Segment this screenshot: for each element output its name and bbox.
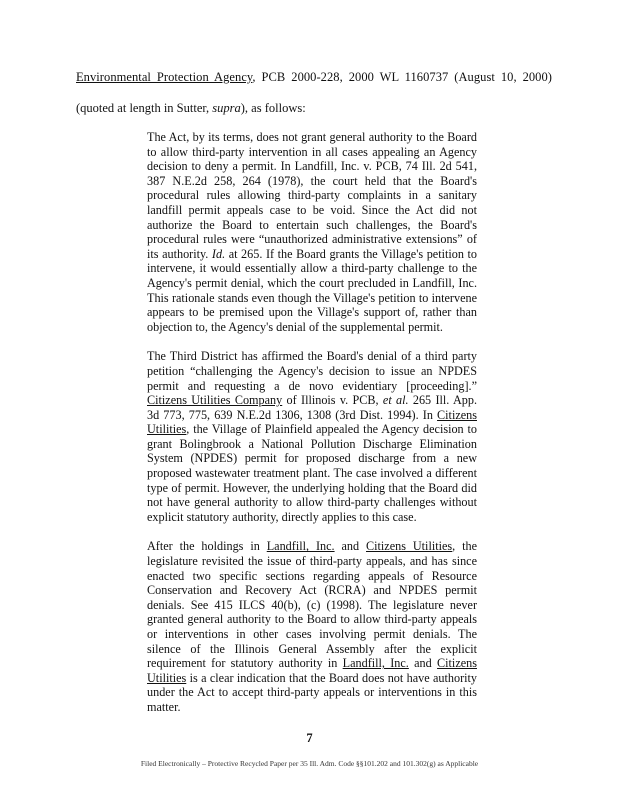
p1-text-2: at 265. If the Board grants the Village's petition to intervene, it would essentially allow a third-party challenge to the Agency's permit denial, which the court precluded in Landfill, Inc. This rationale stands even though the Village's petition to intervene appears to be premised upon the Village's support of, rather than objection to, the Agency's denial of the supplemental permit.: [147, 246, 477, 334]
p3-case-landfill-1: Landfill, Inc.: [266, 539, 335, 554]
quote-paragraph-1: [147, 130, 477, 334]
p2-text-2: of Illinois v. PCB,: [282, 393, 383, 408]
intro-suffix: ), as follows:: [240, 101, 306, 115]
p1-id-cite: Id.: [211, 246, 226, 261]
p2-text-3: 265 Ill. App. 3d 773, 775, 639 N.E.2d 1306, 1308 (3rd Dist. 1994). In: [147, 393, 477, 422]
p3-text-3: , the legislature revisited the issue of third-party appeals, and has since enacted two specific sections regarding appeals of Resource Conservation and Recovery Act (RCRA) and NPDES permit denials. See 415 ILCS 40(b), (c) (1998). The legislature never granted general authority to the Board to allow third-party appeals or interventions in other cases involving permit denials. The silence of the Illinois General Assembly after the explicit requirement for statutory authority in: [147, 539, 478, 671]
citation-line: [76, 70, 552, 85]
p2-et-al: et al.: [382, 393, 409, 408]
p3-text-4: and: [408, 656, 438, 671]
block-quote: [147, 130, 477, 730]
intro-prefix: (quoted at length in Sutter,: [76, 101, 213, 115]
p1-text-1: The Act, by its terms, does not grant general authority to the Board to allow third-party intervention in all cases appealing an Agency decision to deny a permit. In Landfill, Inc. v. PCB, 74 Ill. 2d 541, 387 N.E.2d 258, 264 (1978), the court held that the Board's procedural rules allowing third-party complaints in a sanitary landfill permit appeals case to be void. Since the Act did not authorize the Board to entertain such challenges, the Board's procedural rules were “unauthorized administrative extensions” of its authority.: [147, 130, 477, 261]
p3-case-citizens-1: Citizens Utilities: [366, 539, 453, 554]
intro-supra: supra: [212, 101, 241, 115]
page-number: 7: [306, 731, 313, 745]
p2-case-citizens-utilities: Citizens Utilities: [147, 407, 477, 437]
p3-case-landfill-2: Landfill, Inc.: [342, 656, 409, 671]
p3-case-citizens-2: Citizens Utilities: [147, 656, 477, 685]
quote-intro: [76, 101, 306, 116]
p2-text-4: , the Village of Plainfield appealed the Agency decision to grant Bolingbrook a National Pollution Discharge Elimination System (NPDES) permit for proposed discharge from a new proposed wastewater treatment plant. The case involved a different type of permit. However, the underlying holding that the Board did not have general authority to allow third-party challenges without explicit statutory authority, directly applies to this case.: [147, 422, 477, 524]
quote-paragraph-2: [147, 349, 477, 524]
citation-reference: , PCB 2000-228, 2000 WL 1160737 (August 10, 2000): [252, 70, 552, 84]
p3-text-2: and: [334, 539, 367, 554]
p2-case-citizens-utilities-company: Citizens Utilities Company: [147, 393, 283, 408]
case-name-epa: Environmental Protection Agency: [76, 70, 253, 84]
p3-text-5: is a clear indication that the Board does not have authority under the Act to accept third-party appeals or interventions in this matter.: [147, 670, 477, 714]
quote-paragraph-3: [147, 539, 477, 714]
p3-text-1: After the holdings in: [147, 539, 267, 554]
p2-text-1: The Third District has affirmed the Board's denial of a third party petition “challenging the Agency's decision to issue an NPDES permit and requesting a de novo evidentiary [proceeding].”: [147, 349, 477, 393]
filing-footer: Filed Electronically – Protective Recycled Paper per 35 Ill. Adm. Code §§101.202 and 101.302(g) as Applicable: [140, 759, 479, 768]
